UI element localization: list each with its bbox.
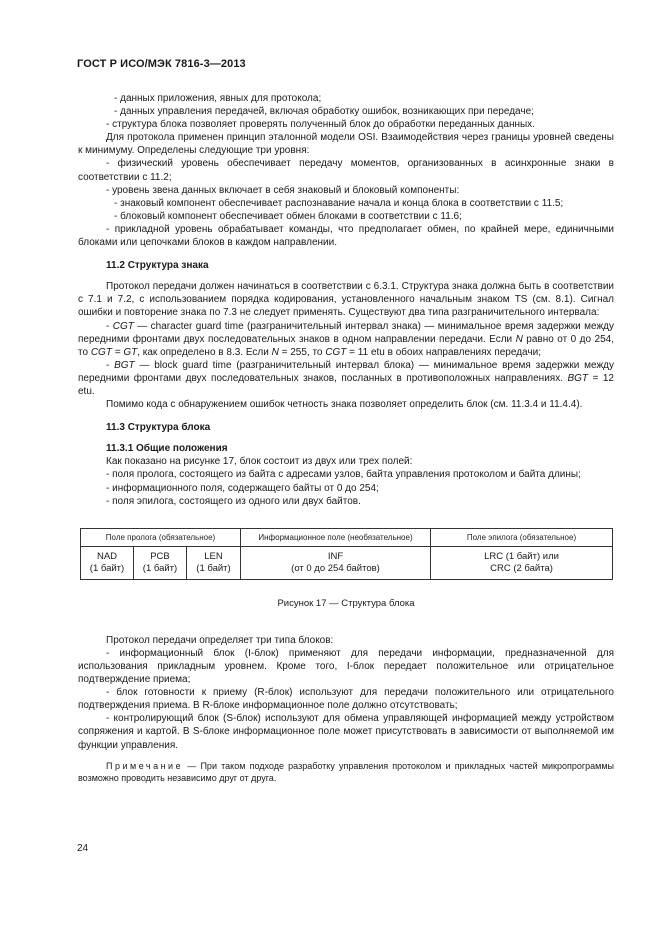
- nad-cell: NAD (1 байт): [81, 546, 134, 579]
- list-item: - информационный блок (I-блок) применяют для передачи информации, предназначенной для использования прикладным уровнем. Кроме того, I-блок передает положительное или отрицательное подтверждение приема;: [78, 647, 614, 686]
- epilogue-header: Поле эпилога (обязательное): [431, 528, 613, 546]
- block-structure-figure: [80, 528, 613, 580]
- page-number: 24: [77, 843, 89, 854]
- inf-cell: INF (от 0 до 254 байтов): [241, 546, 431, 579]
- list-item: - знаковый компонент обеспечивает распознавание начала и конца блока в соответствии с 11.5;: [114, 197, 564, 209]
- bgt-definition: - BGT — block guard time (разграничительный интервал блока) — минимальное время задержки между передними фронтами двух последовательных знаков, посланных в противоположных направлениях. BGT = 12 etu.: [78, 359, 614, 397]
- note-text: — При таком подходе разработку управления протоколом и прикладных частей микропрограммы возможно проводить независимо друг от друга.: [78, 760, 614, 783]
- cgt-definition: - CGT — character guard time (разграничительный интервал знака) — минимальное время задержки между передними фронтами двух последовательных знаков в одном направлении передачи. Если N равно от 0 до 254, то CGT = GT, как определено в 8.3. Если N = 255, то CGT = 11 etu в обоих направлениях передачи;: [78, 320, 615, 358]
- paragraph: Для протокола применен принцип эталонной модели OSI. Взаимодействия через границы уровней сведены к минимуму. Определены следующие три уровня:: [78, 132, 614, 157]
- list-item: - уровень звена данных включает в себя знаковый и блоковый компоненты:: [106, 184, 460, 196]
- list-item: - прикладной уровень обрабатывает команды, что предполагает обмен, по крайней мере, единичными блоками или цепочками блоков в каждом направлении.: [78, 223, 614, 249]
- list-item: - физический уровень обеспечивает передачу моментов, организованных в асинхронные знаки в соответствии с 11.2;: [78, 158, 614, 183]
- paragraph: Как показано на рисунке 17, блок состоит из двух или трех полей:: [106, 456, 413, 468]
- list-item: - данных управления передачей, включая обработку ошибок, возникающих при передаче;: [114, 106, 534, 118]
- figure-caption: Рисунок 17 — Структура блока: [277, 597, 415, 609]
- section-heading: 11.2 Структура знака: [106, 260, 209, 272]
- info-header: Информационное поле (необязательное): [241, 528, 431, 546]
- list-item: - информационного поля, содержащего байты от 0 до 254;: [106, 482, 379, 494]
- document-header: ГОСТ Р ИСО/МЭК 7816-3—2013: [77, 58, 246, 70]
- list-item: - блок готовности к приему (R-блок) используют для передачи положительного или отрицательного подтверждения приема. В R-блоке информационное поле должно отсутствовать;: [78, 687, 614, 712]
- document-body: [78, 92, 614, 784]
- list-item: - контролирующий блок (S-блок) используют для обмена управляющей информацией между устройством сопряжения и картой. В S-блоке информационное поле может присутствовать в зависимости от выполняемой им функции управления.: [78, 713, 614, 751]
- note: [78, 760, 614, 784]
- pcb-cell: PCB (1 байт): [134, 546, 187, 579]
- list-item: - структура блока позволяет проверять полученный блок до обработки переданных данных.: [106, 119, 535, 131]
- len-cell: LEN (1 байт): [187, 546, 241, 579]
- subsection-heading: 11.3.1 Общие положения: [106, 443, 228, 455]
- list-item: - поля эпилога, состоящего из одного или двух байтов.: [106, 495, 361, 507]
- prologue-header: Поле пролога (обязательное): [81, 528, 241, 546]
- section-heading: 11.3 Структура блока: [106, 422, 211, 434]
- epilogue-cell: LRC (1 байт) или CRC (2 байта): [431, 546, 613, 579]
- paragraph: Протокол передачи определяет три типа блоков:: [106, 634, 334, 646]
- list-item: - блоковый компонент обеспечивает обмен блоками в соответствии с 11.6;: [114, 210, 462, 222]
- note-label: Примечание: [106, 760, 184, 771]
- list-item: - поля пролога, состоящего из байта с адресами узлов, байта управления протоколом и байта длины;: [106, 469, 581, 481]
- list-item: - данных приложения, явных для протокола;: [114, 93, 322, 104]
- paragraph: Протокол передачи должен начинаться в соответствии с 6.3.1. Структура знака должна быть в соответствии с 7.1 и 7.2, с использованием порядка кодирования, установленного начальным знаком TS (см. 8.1). Сигнал ошибки и повторение знака по 7.3 не следует применять. Существуют два типа разграничительного интервала:: [78, 281, 614, 319]
- paragraph: Помимо кода с обнаружением ошибок четность знака позволяет определить блок (см. 11.3.4 и 11.4.4).: [106, 399, 583, 411]
